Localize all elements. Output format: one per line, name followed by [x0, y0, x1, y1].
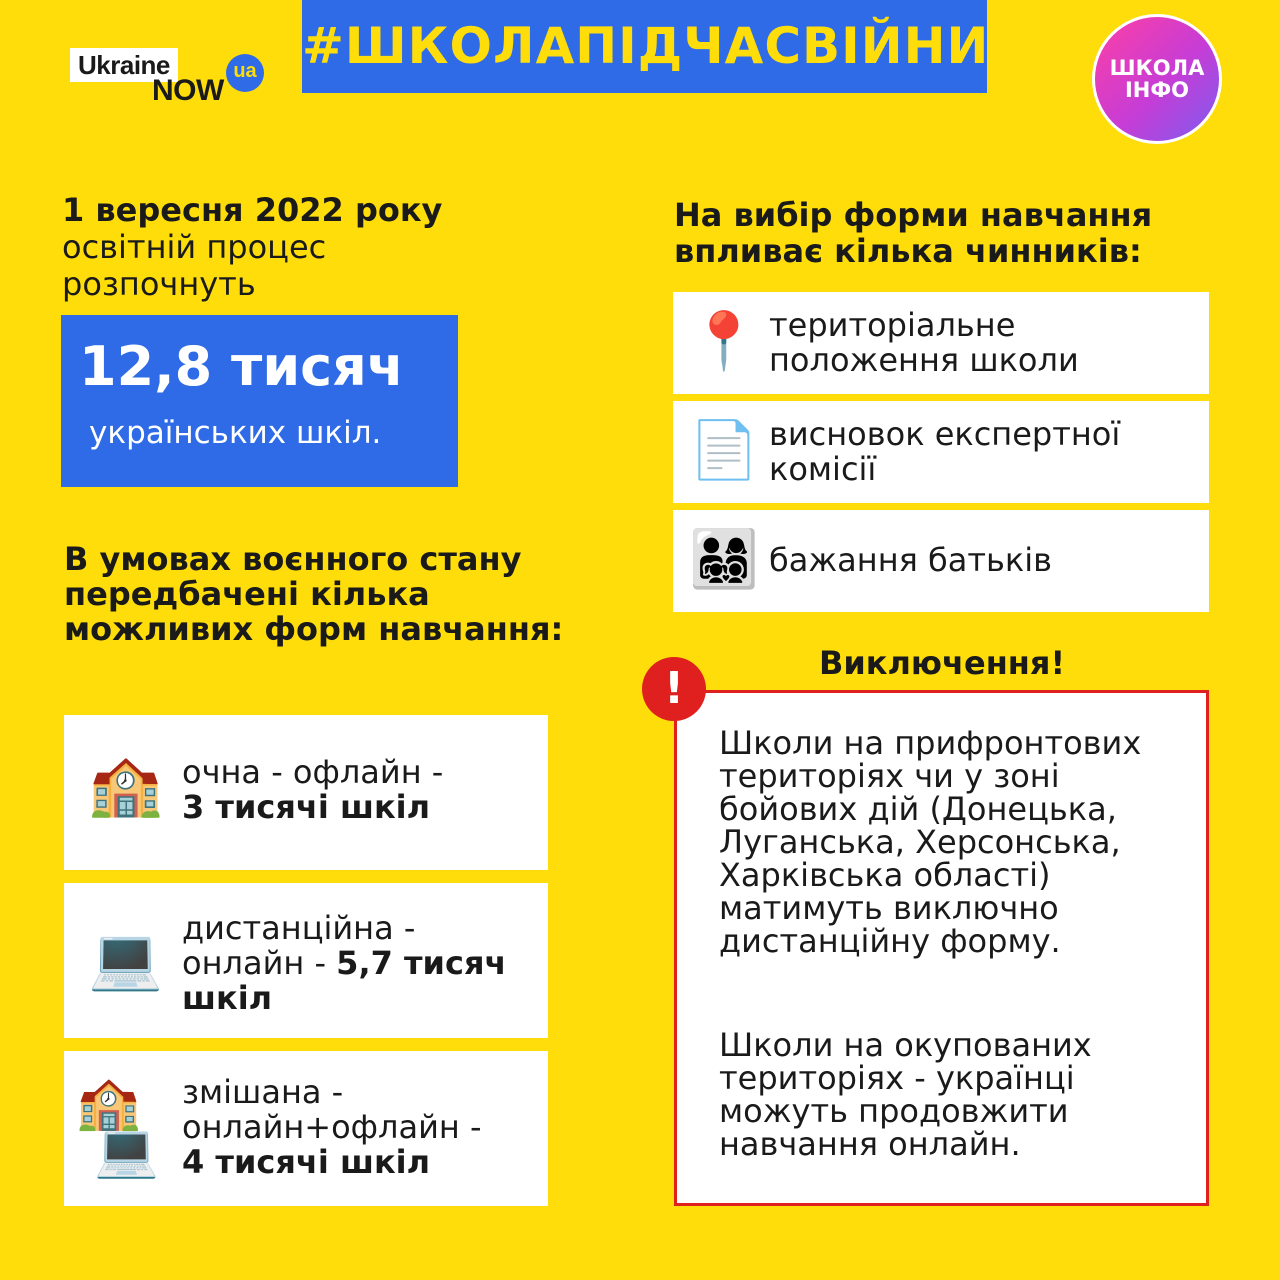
factor-card-location [673, 292, 1209, 394]
schools-count-number: 12,8 тисяч [79, 335, 404, 398]
form-online-count: 5,7 тисяч шкіл [182, 944, 507, 1017]
exclamation-icon: ! [642, 657, 706, 721]
factors-heading: На вибір форми навчання впливає кілька чинників: [674, 196, 1153, 270]
badge-line-1: ШКОЛА [1109, 56, 1205, 80]
badge-line-2: ІНФО [1124, 78, 1190, 102]
shkola-info-badge [1092, 14, 1222, 144]
intro-line-3: розпочнуть [62, 265, 256, 303]
exceptions-occupied-text: Школи на окупованих територіях - українці можуть продовжити навчання онлайн. [719, 1026, 1092, 1163]
exceptions-heading: Виключення! [818, 644, 1066, 682]
form-offline-count: 3 тисячі шкіл [182, 788, 431, 826]
logo-word-ukraine: Ukraine [70, 48, 178, 82]
form-offline-label: очна - офлайн - [182, 753, 444, 791]
intro-date: 1 вересня 2022 року [62, 191, 443, 229]
hashtag-banner: #ШКОЛАПІДЧАСВІЙНИ [302, 0, 987, 93]
exceptions-box [674, 690, 1209, 1206]
form-card-online [64, 883, 548, 1038]
form-card-online-text [182, 911, 542, 1016]
forms-heading: В умовах воєнного стану передбачені кілька можливих форм навчання: [64, 540, 564, 648]
family-icon: 👨‍👩‍👧‍👦 [689, 527, 759, 592]
form-card-mixed [64, 1051, 548, 1206]
form-mixed-count: 4 тисячі шкіл [182, 1143, 431, 1181]
exceptions-frontline-text: Школи на прифронтових територіях чи у зоні бойових дій (Донецька, Луганська, Херсонська, Харківська області) матимуть виключно дистанційну форму. [719, 724, 1142, 960]
factor-location-text: територіальне положення школи [769, 306, 1079, 379]
school-building-icon: 🏫 [88, 750, 163, 820]
schools-count-box [61, 315, 458, 487]
form-card-mixed-text [182, 1075, 532, 1180]
logo-ua-circle: ua [226, 54, 264, 92]
laptop-icon-secondary: 💻 [94, 1121, 159, 1181]
logo-word-now: NOW [152, 74, 224, 107]
ukraine-now-logo [70, 48, 270, 108]
laptop-icon: 💻 [88, 924, 163, 994]
pushpin-icon: 📍 [689, 309, 759, 374]
form-card-offline [64, 715, 548, 870]
factor-card-commission [673, 401, 1209, 503]
schools-count-caption: українських шкіл. [89, 415, 382, 451]
intro-line-2: освітній процес [62, 228, 327, 266]
factor-card-parents [673, 510, 1209, 612]
intro-text [62, 192, 582, 303]
factor-commission-text: висновок експертної комісії [769, 415, 1121, 488]
form-card-offline-text [182, 755, 532, 825]
form-online-label: дистанційна - онлайн - [182, 909, 416, 982]
factor-parents-text: бажання батьків [769, 541, 1052, 579]
form-mixed-label: змішана - онлайн+офлайн - [182, 1073, 482, 1146]
school-and-laptop-icon: 🏫 [76, 1073, 141, 1133]
document-icon: 📄 [689, 418, 759, 483]
